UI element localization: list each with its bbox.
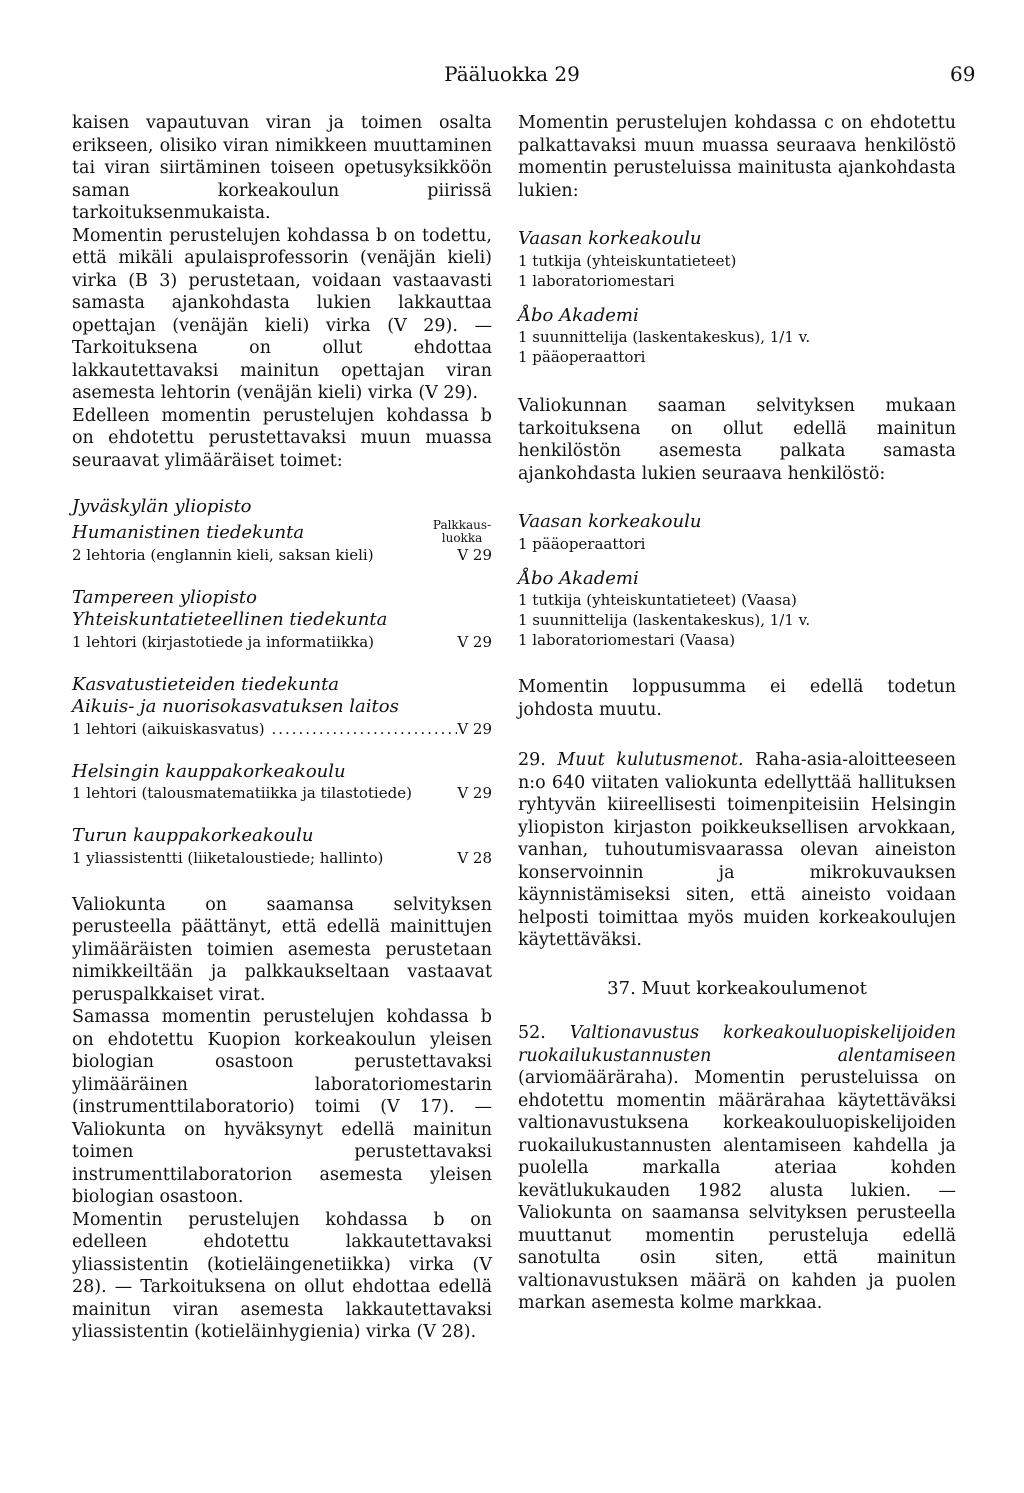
right-column — [518, 112, 956, 1315]
position-text: 1 lehtori (talousmatematiikka ja tilastotiede) — [72, 784, 412, 802]
staff-list — [518, 511, 956, 650]
running-header: Pääluokka 29 — [444, 62, 580, 86]
position-group — [72, 761, 492, 804]
pay-grade: V 29 — [457, 719, 492, 738]
paragraph — [518, 1022, 956, 1315]
pay-grade: V 29 — [457, 545, 492, 564]
paragraph: kaisen vapautuvan viran ja toimen osalta erikseen, olisiko viran nimikkeen muuttaminen tai viran siirtäminen toiseen opetusyksikköön saman korkeakoulun piirissä tarkoituksenmukaista. — [72, 113, 492, 223]
paragraph: Momentin perustelujen kohdassa c on ehdotettu palkattavaksi muun muassa seuraava henkilöstö momentin perusteluissa mainitusta ajankohdasta lukien: — [518, 113, 956, 201]
item-number: 29. — [518, 750, 546, 770]
staff-item: 1 laboratoriomestari — [518, 271, 675, 290]
paragraph: Edelleen momentin perustelujen kohdassa b on ehdotettu perustettavaksi muun muassa seuraavat ylimääräiset toimet: — [72, 405, 492, 471]
item-body: Raha-asia-aloitteeseen n:o 640 viitaten valiokunta edellyttää hallituksen ryhtyvän kiireellisesti toimenpiteisiin Helsingin yliopiston kirjaston poikkeuksellisen arvokkaan, vanhan, tuhoutumisvaarassa olevan aineiston konservoinnin ja mikrokuvauksen käynnistämiseksi siten, että aineisto voidaan helposti toimittaa myös muiden korkeakoulujen käytettäväksi. — [518, 750, 956, 950]
position-entry — [72, 783, 492, 803]
institution-heading: Åbo Akademi — [518, 567, 639, 589]
pay-grade: V 29 — [457, 632, 492, 651]
pay-grade: V 29 — [457, 784, 492, 802]
staff-item: 1 pääoperaattori — [518, 348, 646, 366]
staff-list — [518, 228, 956, 367]
position-group — [72, 825, 492, 868]
paragraph: Momentin perustelujen kohdassa b on todettu, että mikäli apulaisprofessorin (venäjän kieli) virka (B 3) perustetaan, voidaan vastaavasti samasta ajankohdasta lukien lakkauttaa opettajan (venäjän kieli) virka (V 29). — Tarkoituksena on ollut ehdottaa lakkautettavaksi mainitun opettajan viran asemesta lehtorin (venäjän kieli) virka (V 29). — [72, 225, 492, 403]
staff-item: 1 tutkija (yhteiskuntatieteet) — [518, 251, 737, 270]
paragraph: Momentin perustelujen kohdassa b on edelleen ehdotettu lakkautettavaksi yliassistentin (kotieläingenetiikka) virka (V 28). — Tarkoituksena on ollut ehdottaa edellä mainitun viran asemesta lakkautettavaksi yliassistentin (kotieläinhygienia) virka (V 28). — [72, 1209, 492, 1342]
institution-heading: Vaasan korkeakoulu — [518, 228, 702, 249]
faculty-heading: Humanistinen tiedekunta — [72, 522, 305, 543]
department-heading: Aikuis- ja nuorisokasvatuksen laitos — [72, 696, 399, 717]
pay-grade-column-label: Palkkaus-luokka — [432, 517, 492, 545]
paragraph: Valiokunta on saamansa selvityksen perusteella päättänyt, että edellä mainittujen ylimääräisten toimien asemesta perustetaan nimikkeiltään ja palkkaukseltaan vastaavat peruspalkkaiset virat. — [72, 894, 492, 1005]
staff-item: 1 suunnittelija (laskentakeskus), 1/1 v. — [518, 328, 811, 346]
position-text: 1 lehtori (aikuiskasvatus) ..... — [72, 719, 457, 739]
position-text: 1 yliassistentti (liiketaloustiede; hallinto) — [72, 848, 384, 867]
item-title: Valtionavustus korkeakouluopiskelijoiden ruokailukustannusten alentamiseen — [518, 1023, 956, 1066]
faculty-heading: Yhteiskuntatieteellinen tiedekunta — [72, 609, 388, 630]
position-entry — [72, 632, 492, 652]
position-text: 2 lehtoria (englannin kieli, saksan kieli) — [72, 545, 374, 564]
university-heading: Jyväskylän yliopisto — [72, 496, 252, 517]
university-heading: Turun kauppakorkeakoulu — [72, 825, 314, 846]
item-body: (arviomääräraha). Momentin perusteluissa on ehdotettu momentin määrärahaa käytettäväksi valtionavustuksena korkeakouluopiskelijoiden ruokailukustannusten alentamiseen kahdella ja puolella markalla ateriaa kohden kevätlukukauden 1982 alusta lukien. — Valiokunta on saamansa selvityksen perusteella muuttanut momentin perusteluja edellä sanotulta osin siten, että mainitun valtionavustuksen määrä on kahden ja puolen markan asemesta kolme markkaa. — [518, 1068, 956, 1313]
position-entry — [72, 848, 492, 868]
university-heading: Tampereen yliopisto — [72, 586, 257, 608]
institution-heading: Vaasan korkeakoulu — [518, 511, 702, 532]
university-heading: Helsingin kauppakorkeakoulu — [72, 760, 346, 782]
left-column — [72, 112, 492, 1344]
position-text: 1 lehtori (kirjastotiede ja informatiikka) — [72, 632, 374, 651]
institution-heading: Åbo Akademi — [518, 304, 639, 326]
staff-item: 1 suunnittelija (laskentakeskus), 1/1 v. — [518, 611, 811, 629]
paragraph: Valiokunnan saaman selvityksen mukaan tarkoituksena on ollut edellä mainitun henkilöstön asemesta palkata samasta ajankohdasta lukien seuraava henkilöstö: — [518, 396, 956, 484]
position-group — [72, 587, 492, 652]
section-heading: 37. Muut korkeakoulumenot — [607, 977, 867, 999]
paragraph — [518, 749, 956, 952]
item-number: 52. — [518, 1023, 546, 1043]
pay-grade: V 28 — [457, 848, 492, 867]
staff-item: 1 pääoperaattori — [518, 534, 646, 553]
staff-item: 1 tutkija (yhteiskuntatieteet) (Vaasa) — [518, 591, 797, 609]
faculty-heading: Kasvatustieteiden tiedekunta — [72, 673, 340, 695]
paragraph: Momentin loppusumma ei edellä todetun johdosta muutu. — [518, 677, 956, 720]
position-group — [72, 674, 492, 739]
paragraph: Samassa momentin perustelujen kohdassa b on ehdotettu Kuopion korkeakoulun yleisen biologian osastoon perustettavaksi ylimääräinen laboratoriomestarin (instrumenttilaboratorio) toimi (V 17). — Valiokunta on hyväksynyt edellä mainitun toimen perustettavaksi instrumenttilaboratorion asemesta yleisen biologian osastoon. — [72, 1007, 492, 1207]
page-number: 69 — [950, 62, 976, 86]
position-entry — [72, 545, 492, 565]
item-title: Muut kulutusmenot. — [557, 750, 744, 770]
position-group — [72, 496, 492, 565]
position-entry — [72, 719, 492, 739]
staff-item: 1 laboratoriomestari (Vaasa) — [518, 631, 736, 649]
